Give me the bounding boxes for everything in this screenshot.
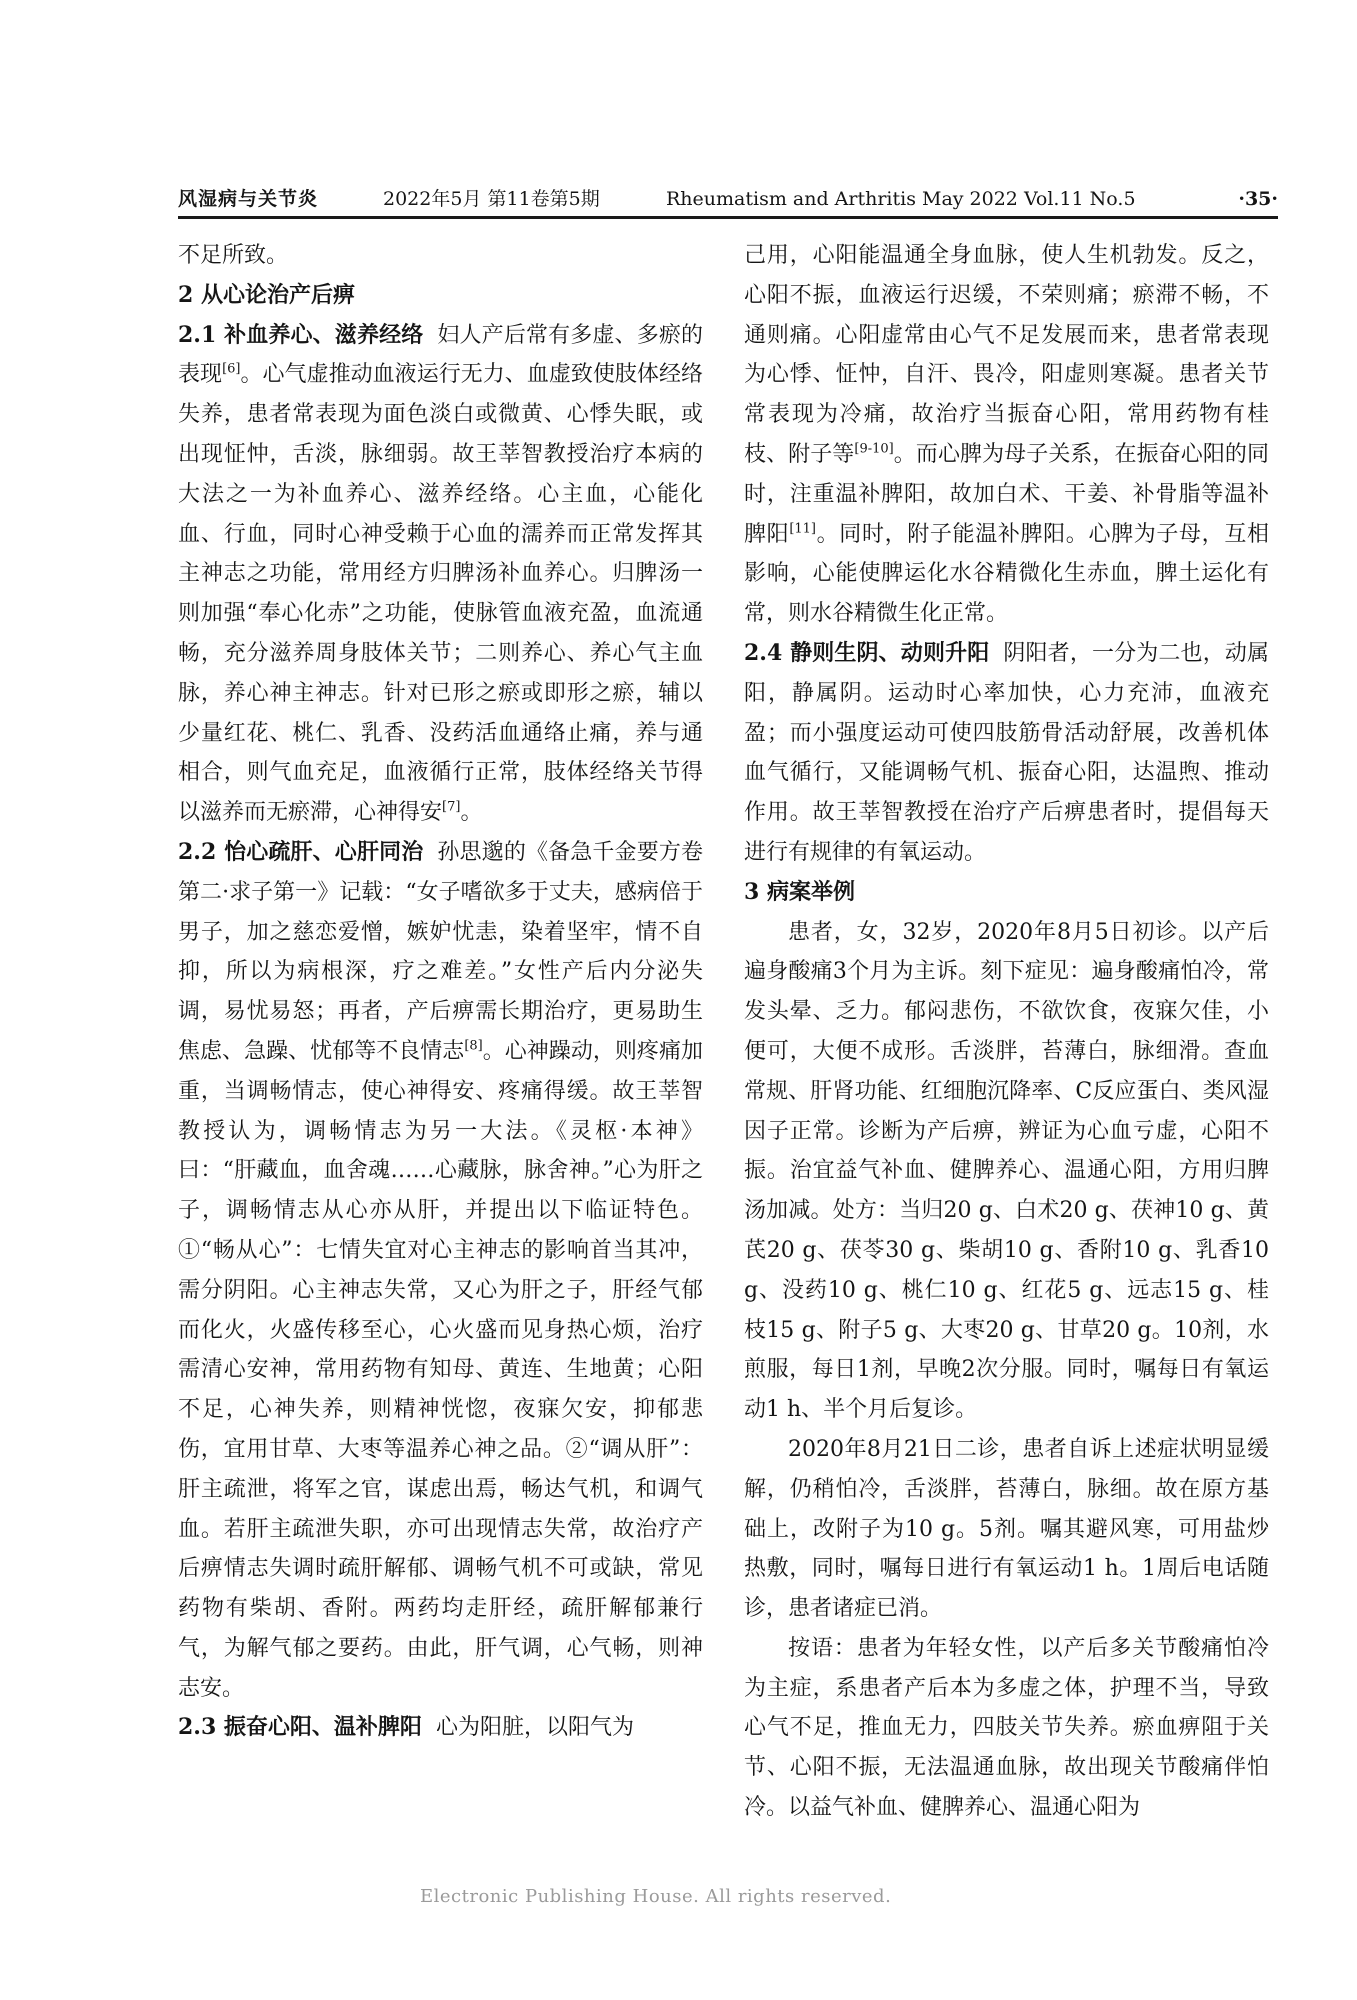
citation: [6] bbox=[222, 362, 241, 378]
right-column bbox=[744, 236, 1269, 1828]
citation: [7] bbox=[442, 799, 461, 815]
citation: [9-10] bbox=[854, 441, 894, 457]
paragraph: 2020年8月21日二诊，患者自诉上述症状明显缓解，仍稍怕冷，舌淡胖，苔薄白，脉细。故在原方基础上，改附子为10 g。5剂。嘱其避风寒，可用盐炒热敷，同时，嘱每日进行有氧运动1 h。1周后电话随诊，患者诸症已消。 bbox=[744, 1436, 1269, 1622]
section-heading: 3 病案举例 bbox=[744, 878, 855, 905]
paragraph: 患者，女，32岁，2020年8月5日初诊。以产后遍身酸痛3个月为主诉。刻下症见：遍身酸痛怕冷，常发头晕、乏力。郁闷悲伤，不欲饮食，夜寐欠佳，小便可，大便不成形。舌淡胖，苔薄白，脉细滑。查血常规、肝肾功能、红细胞沉降率、C反应蛋白、类风湿因子正常。诊断为产后痹，辨证为心血亏虚，心阳不振。治宜益气补血、健脾养心、温通心阳，方用归脾汤加减。处方：当归20 g、白术20 g、茯神10 g、黄芪20 g、茯苓30 g、柴胡10 g、香附10 g、乳香10 g、没药10 g、桃仁10 g、红花5 g、远志15 g、桂枝15 g、附子5 g、大枣20 g、甘草20 g。10剂，水煎服，每日1剂，早晚2次分服。同时，嘱每日有氧运动1 h、半个月后复诊。 bbox=[744, 919, 1269, 1423]
journal-title: 风湿病与关节炎 bbox=[178, 188, 319, 210]
subsection-heading: 2.3 振奋心阳、温补脾阳 bbox=[178, 1714, 422, 1741]
section-heading: 2 从心论治产后痹 bbox=[178, 281, 355, 308]
paragraph: 不足所致。 bbox=[178, 243, 289, 268]
paragraph: 2.2 怡心疏肝、心肝同治 孙思邈的《备急千金要方卷第二·求子第一》记载：“女子嗜欲多于丈夫，感病倍于男子，加之慈恋爱憎，嫉妒忧恚，染着坚牢，情不自抑，所以为病根深，疗之难差。”女性产后内分泌失调，易忧易怒；再者，产后痹需长期治疗，更易助生焦虑、急躁、忧郁等不良情志[8]。心神躁动，则疼痛加重，当调畅情志，使心神得安、疼痛得缓。故王莘智教授认为，调畅情志为另一大法。《灵枢·本神》曰：“肝藏血，血舍魂……心藏脉，脉舍神。”心为肝之子，调畅情志从心亦从肝，并提出以下临证特色。①“畅从心”：七情失宜对心主神志的影响首当其冲，需分阴阳。心主神志失常，又心为肝之子，肝经气郁而化火，火盛传移至心，心火盛而见身热心烦，治疗需清心安神，常用药物有知母、黄连、生地黄；心阳不足，心神失养，则精神恍惚，夜寐欠安，抑郁悲伤，宜用甘草、大枣等温养心神之品。②“调从肝”：肝主疏泄，将军之官，谋虑出焉，畅达气机，和调气血。若肝主疏泄失职，亦可出现情志失常，故治疗产后痹情志失调时疏肝解郁、调畅气机不可或缺，常见药物有柴胡、香附。两药均走肝经，疏肝解郁兼行气，为解气郁之要药。由此，肝气调，心气畅，则神志安。 bbox=[178, 838, 703, 1701]
citation: [11] bbox=[789, 521, 816, 537]
paragraph: 按语：患者为年轻女性，以产后多关节酸痛怕冷为主症，系患者产后本为多虚之体，护理不当，导致心气不足，推血无力，四肢关节失养。瘀血痹阻于关节、心阳不振，无法温通血脉，故出现关节酸痛伴怕冷。以益气补血、健脾养心、温通心阳为 bbox=[744, 1635, 1269, 1821]
running-header bbox=[178, 182, 1278, 219]
citation: [8] bbox=[464, 1038, 483, 1054]
paragraph: 2.4 静则生阴、动则升阳 阴阳者，一分为二也，动属阳，静属阴。运动时心率加快，心力充沛，血液充盈；而小强度运动可使四肢筋骨活动舒展，改善机体血气循行，又能调畅气机、振奋心阳，达温煦、推动作用。故王莘智教授在治疗产后痹患者时，提倡每天进行有规律的有氧运动。 bbox=[744, 639, 1269, 865]
paragraph: 2.3 振奋心阳、温补脾阳 心为阳脏，以阳气为 bbox=[178, 1714, 634, 1741]
copyright-footer: Electronic Publishing House. All rights reserved. bbox=[420, 1886, 892, 1907]
left-column bbox=[178, 236, 703, 1748]
issue-info-en: Rheumatism and Arthritis May 2022 Vol.11 No.5 bbox=[666, 188, 1136, 210]
paragraph: 己用，心阳能温通全身血脉，使人生机勃发。反之，心阳不振，血液运行迟缓，不荣则痛；瘀滞不畅，不通则痛。心阳虚常由心气不足发展而来，患者常表现为心悸、怔忡，自汗、畏冷，阳虚则寒凝。患者关节常表现为冷痛，故治疗当振奋心阳，常用药物有桂枝、附子等[9-10]。而心脾为母子关系，在振奋心阳的同时，注重温补脾阳，故加白术、干姜、补骨脂等温补脾阳[11]。同时，附子能温补脾阳。心脾为子母，互相影响，心能使脾运化水谷精微化生赤血，脾土运化有常，则水谷精微生化正常。 bbox=[744, 243, 1269, 627]
subsection-heading: 2.1 补血养心、滋养经络 bbox=[178, 321, 424, 348]
paragraph: 2.1 补血养心、滋养经络 妇人产后常有多虚、多瘀的表现[6]。心气虚推动血液运行无力、血虚致使肢体经络失养，患者常表现为面色淡白或微黄、心悸失眠，或出现怔忡，舌淡，脉细弱。故王莘智教授治疗本病的大法之一为补血养心、滋养经络。心主血，心能化血、行血，同时心神受赖于心血的濡养而正常发挥其主神志之功能，常用经方归脾汤补血养心。归脾汤一则加强“奉心化赤”之功能，使脉管血液充盈，血流通畅，充分滋养周身肢体关节；二则养心、养心气主血脉，养心神主神志。针对已形之瘀或即形之瘀，辅以少量红花、桃仁、乳香、没药活血通络止痛，养与通相合，则气血充足，血液循行正常，肢体经络关节得以滋养而无瘀滞，心神得安[7]。 bbox=[178, 321, 703, 826]
page-number: ·35· bbox=[1238, 188, 1278, 210]
subsection-heading: 2.4 静则生阴、动则升阳 bbox=[744, 639, 990, 666]
subsection-heading: 2.2 怡心疏肝、心肝同治 bbox=[178, 838, 424, 865]
issue-info-cn: 2022年5月 第11卷第5期 bbox=[383, 188, 600, 210]
